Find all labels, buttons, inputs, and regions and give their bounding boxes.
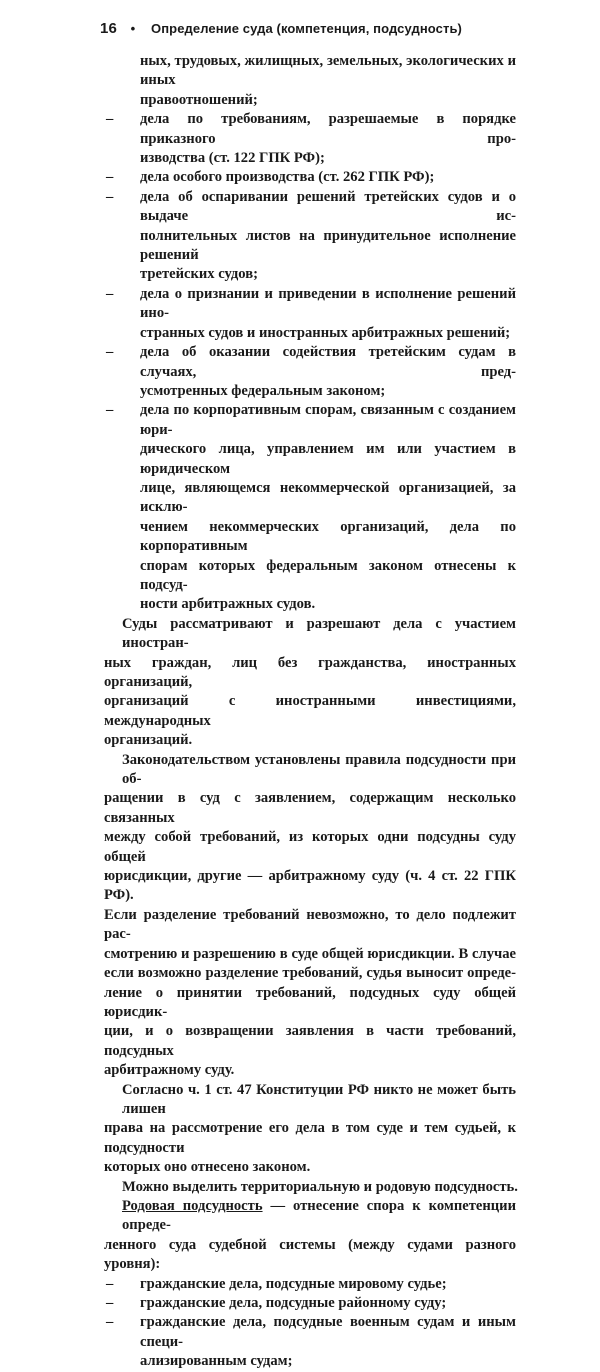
list-dash: –	[106, 344, 114, 361]
line-text: Согласно ч. 1 ст. 47 Конституции РФ никто не может быть лишен	[122, 1081, 516, 1117]
line-text: — отнесение спора к компетенции опреде-	[122, 1197, 516, 1234]
text-line	[104, 149, 516, 168]
text-line	[104, 227, 516, 266]
text-line	[104, 1119, 516, 1158]
text-line	[104, 1158, 516, 1177]
line-text: Если разделение требований невозможно, то дело подлежит рас-	[104, 906, 516, 943]
text-line	[104, 324, 516, 343]
list-item	[104, 1313, 516, 1352]
list-item	[104, 1275, 516, 1294]
header-bullet: •	[130, 21, 136, 36]
list-dash: –	[106, 1314, 114, 1331]
line-text: ных граждан, лиц без гражданства, иностранных организаций,	[104, 654, 516, 690]
text-line	[104, 751, 516, 790]
line-text: права на рассмотрение его дела в том суде и тем судьей, к подсудности	[104, 1120, 516, 1156]
line-text: дела особого производства (ст. 262 ГПК РФ);	[140, 169, 435, 186]
line-text: чением некоммерческих организаций, дела по корпоративным	[140, 518, 516, 555]
line-text: ленного суда судебной системы (между судами разного уровня):	[104, 1236, 516, 1273]
line-text: полнительных листов на принудительное исполнение решений	[140, 227, 516, 264]
text-line	[104, 615, 516, 654]
text-line	[104, 867, 516, 906]
line-text: Суды рассматривают и разрешают дела с участием иностран-	[122, 615, 516, 652]
list-item	[104, 343, 516, 382]
line-text: юрисдикции, другие — арбитражному суду (ч. 4 ст. 22 ГПК РФ).	[104, 868, 516, 904]
line-text: дела о признании и приведении в исполнение решений ино-	[140, 285, 516, 322]
line-text: ности арбитражных судов.	[140, 596, 316, 613]
line-text: организаций.	[104, 732, 193, 749]
list-dash: –	[106, 111, 114, 128]
line-text: ализированным судам;	[140, 1353, 293, 1370]
line-text: ции, и о возвращении заявления в части требований, подсудных	[104, 1023, 516, 1059]
text-line	[104, 906, 516, 945]
line-text: дического лица, управлением им или участием в юридическом	[140, 441, 516, 477]
text-line	[104, 1236, 516, 1275]
term-keyword: Родовая подсудность	[122, 1197, 263, 1214]
line-text: спорам которых федеральным законом отнесены к подсуд-	[140, 557, 516, 593]
text-line	[104, 265, 516, 284]
list-item	[104, 188, 516, 227]
line-text: между собой требований, из которых одни подсудны суду общей	[104, 829, 516, 865]
text-line	[104, 91, 516, 110]
page-number: 16	[100, 20, 117, 37]
text-line	[104, 1061, 516, 1080]
line-text: Можно выделить территориальную и родовую подсудность.	[122, 1178, 518, 1195]
line-text: странных судов и иностранных арбитражных решений;	[140, 324, 511, 341]
line-text: правоотношений;	[140, 91, 258, 108]
text-line	[104, 557, 516, 596]
line-text: ращении в суд с заявлением, содержащим несколько связанных	[104, 790, 516, 826]
line-text: организаций с иностранными инвестициями, международных	[104, 693, 516, 729]
line-text: изводства (ст. 122 ГПК РФ);	[140, 150, 325, 167]
line-text: гражданские дела, подсудные мировому судье;	[140, 1275, 447, 1292]
line-text: дела об оспаривании решений третейских судов и о выдаче ис-	[140, 188, 516, 225]
running-header	[100, 20, 462, 37]
list-item	[104, 1294, 516, 1313]
text-line	[104, 595, 516, 614]
text-line	[104, 984, 516, 1023]
text-line	[104, 52, 516, 91]
list-item	[104, 401, 516, 440]
text-line	[104, 654, 516, 693]
line-text: которых оно отнесено законом.	[104, 1159, 311, 1176]
text-line	[104, 518, 516, 557]
list-dash: –	[106, 1275, 114, 1292]
header-title: Определение суда (компетенция, подсудность)	[150, 21, 462, 36]
line-text: дела по требованиям, разрешаемые в порядке приказного про-	[140, 111, 516, 147]
text-line	[104, 479, 516, 518]
line-text: смотрению и разрешению в суде общей юрисдикции. В случае	[104, 945, 516, 962]
list-dash: –	[106, 188, 114, 205]
list-dash: –	[106, 169, 114, 186]
line-text: усмотренных федеральным законом;	[140, 382, 386, 399]
text-line	[104, 789, 516, 828]
list-dash: –	[106, 402, 114, 419]
text-line	[104, 382, 516, 401]
text-line	[104, 1081, 516, 1120]
line-text: если возможно разделение требований, судья выносит опреде-	[104, 965, 516, 982]
body-text	[104, 52, 516, 1372]
list-dash: –	[106, 285, 114, 302]
line-text: лице, являющемся некоммерческой организацией, за исклю-	[140, 479, 516, 516]
list-item	[104, 110, 516, 149]
text-line	[104, 1352, 516, 1371]
list-dash: –	[106, 1295, 114, 1311]
text-line	[104, 945, 516, 964]
text-line	[104, 1178, 516, 1197]
text-line	[104, 964, 516, 983]
text-line	[104, 440, 516, 479]
text-line	[104, 828, 516, 867]
line-text: ление о принятии требований, подсудных суду общей юрисдик-	[104, 984, 516, 1020]
line-text: арбитражному суду.	[104, 1062, 235, 1079]
list-item	[104, 168, 516, 187]
line-text: Законодательством установлены правила подсудности при об-	[122, 751, 516, 788]
text-line	[104, 692, 516, 731]
line-text: дела по корпоративным спорам, связанным с созданием юри-	[140, 402, 516, 438]
line-text: дела об оказании содействия третейским судам в случаях, пред-	[140, 344, 516, 380]
text-line	[104, 1197, 516, 1236]
line-text: гражданские дела, подсудные военным судам и иным специ-	[140, 1314, 516, 1350]
line-text: третейских судов;	[140, 266, 258, 283]
line-text: ных, трудовых, жилищных, земельных, экологических и иных	[140, 53, 516, 89]
list-item	[104, 285, 516, 324]
text-line	[104, 731, 516, 750]
line-text: гражданские дела, подсудные районному суду;	[140, 1295, 447, 1311]
text-line	[104, 1022, 516, 1061]
